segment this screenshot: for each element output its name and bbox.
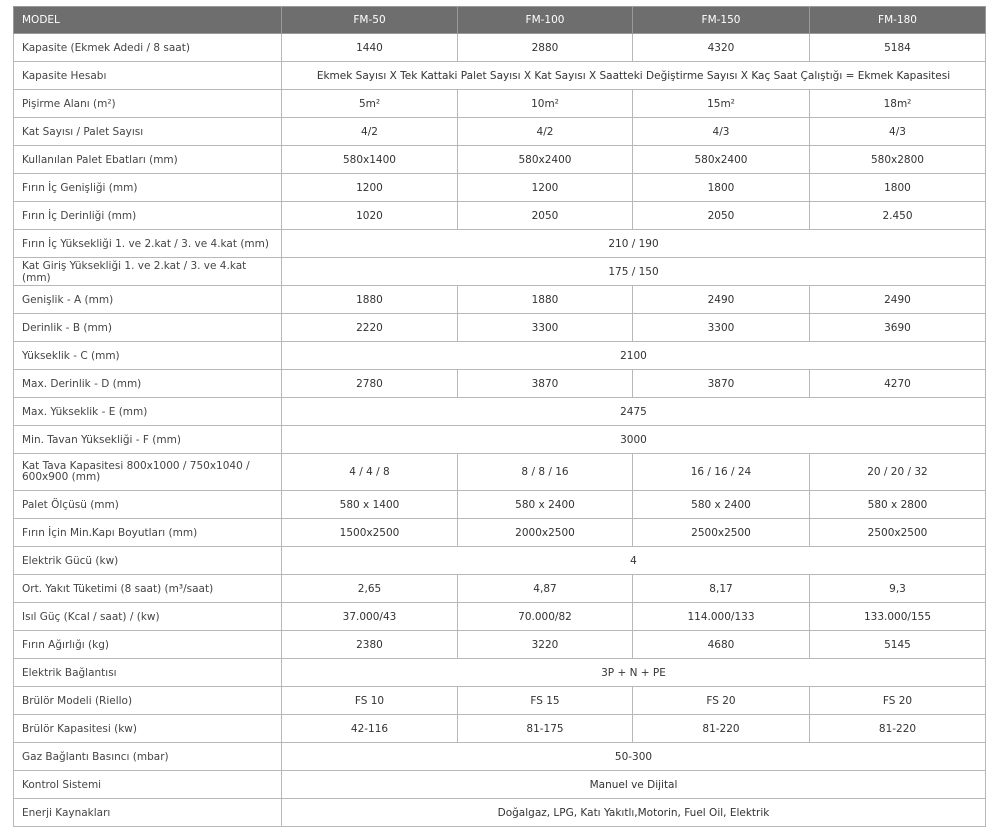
table-row — [14, 62, 986, 90]
row-label: Brülör Modeli (Riello) — [14, 687, 282, 715]
row-label: Kat Tava Kapasitesi 800x1000 / 750x1040 / 600x900 (mm) — [14, 454, 282, 491]
value-cell: 2500x2500 — [810, 519, 986, 547]
table-row — [14, 314, 986, 342]
value-cell: 3690 — [810, 314, 986, 342]
value-cell: 4 / 4 / 8 — [282, 454, 458, 491]
table-row — [14, 519, 986, 547]
spanned-value-cell: Manuel ve Dijital — [282, 771, 986, 799]
table-row — [14, 90, 986, 118]
table-row — [14, 286, 986, 314]
row-label: Yükseklik - C (mm) — [14, 342, 282, 370]
value-cell: 580x2800 — [810, 146, 986, 174]
row-label: Max. Derinlik - D (mm) — [14, 370, 282, 398]
value-cell: 1500x2500 — [282, 519, 458, 547]
spanned-value-cell: 3000 — [282, 426, 986, 454]
spanned-value-cell: 50-300 — [282, 743, 986, 771]
row-label: Kat Sayısı / Palet Sayısı — [14, 118, 282, 146]
row-label: Pişirme Alanı (m²) — [14, 90, 282, 118]
value-cell: 5184 — [810, 34, 986, 62]
spec-table — [13, 6, 986, 827]
row-label: Fırın İç Genişliği (mm) — [14, 174, 282, 202]
spanned-value-cell: Ekmek Sayısı X Tek Kattaki Palet Sayısı X Kat Sayısı X Saatteki Değiştirme Sayısı X Kaç Saat Çalıştığı = Ekmek Kapasitesi — [282, 62, 986, 90]
spanned-value-cell: Doğalgaz, LPG, Katı Yakıtlı,Motorin, Fuel Oil, Elektrik — [282, 799, 986, 827]
value-cell: 2880 — [458, 34, 633, 62]
row-label: Genişlik - A (mm) — [14, 286, 282, 314]
table-row — [14, 687, 986, 715]
row-label: Elektrik Bağlantısı — [14, 659, 282, 687]
value-cell: FS 10 — [282, 687, 458, 715]
value-cell: 8 / 8 / 16 — [458, 454, 633, 491]
row-label: Brülör Kapasitesi (kw) — [14, 715, 282, 743]
row-label: Isıl Güç (Kcal / saat) / (kw) — [14, 603, 282, 631]
value-cell: 580 x 2400 — [458, 491, 633, 519]
value-cell: 5m² — [282, 90, 458, 118]
table-row — [14, 771, 986, 799]
row-label: Kapasite (Ekmek Adedi / 8 saat) — [14, 34, 282, 62]
value-cell: 2,65 — [282, 575, 458, 603]
table-row — [14, 454, 986, 491]
row-label: Kullanılan Palet Ebatları (mm) — [14, 146, 282, 174]
value-cell: 4680 — [633, 631, 810, 659]
table-row — [14, 659, 986, 687]
value-cell: 4/2 — [282, 118, 458, 146]
value-cell: 8,17 — [633, 575, 810, 603]
row-label: Kontrol Sistemi — [14, 771, 282, 799]
value-cell: 580x2400 — [633, 146, 810, 174]
row-label: Enerji Kaynakları — [14, 799, 282, 827]
table-row — [14, 426, 986, 454]
value-cell: 3870 — [458, 370, 633, 398]
value-cell: 2000x2500 — [458, 519, 633, 547]
row-label: Palet Ölçüsü (mm) — [14, 491, 282, 519]
value-cell: 2050 — [633, 202, 810, 230]
value-cell: 2220 — [282, 314, 458, 342]
spanned-value-cell: 2100 — [282, 342, 986, 370]
row-label: Fırın İç Yüksekliği 1. ve 2.kat / 3. ve 4.kat (mm) — [14, 230, 282, 258]
table-row — [14, 146, 986, 174]
value-cell: 580x1400 — [282, 146, 458, 174]
value-cell: 2780 — [282, 370, 458, 398]
value-cell: 70.000/82 — [458, 603, 633, 631]
header-fm-100: FM-100 — [458, 7, 633, 34]
header-model: MODEL — [14, 7, 282, 34]
row-label: Fırın Ağırlığı (kg) — [14, 631, 282, 659]
table-header — [14, 7, 986, 34]
value-cell: FS 20 — [810, 687, 986, 715]
value-cell: FS 15 — [458, 687, 633, 715]
table-row — [14, 631, 986, 659]
table-row — [14, 575, 986, 603]
table-row — [14, 202, 986, 230]
spanned-value-cell: 175 / 150 — [282, 258, 986, 286]
value-cell: 15m² — [633, 90, 810, 118]
value-cell: 580 x 1400 — [282, 491, 458, 519]
value-cell: 4,87 — [458, 575, 633, 603]
table-row — [14, 258, 986, 286]
value-cell: 1200 — [282, 174, 458, 202]
value-cell: 133.000/155 — [810, 603, 986, 631]
value-cell: 2050 — [458, 202, 633, 230]
value-cell: 3300 — [458, 314, 633, 342]
table-row — [14, 34, 986, 62]
value-cell: 4270 — [810, 370, 986, 398]
row-label: Kapasite Hesabı — [14, 62, 282, 90]
value-cell: 2500x2500 — [633, 519, 810, 547]
value-cell: 42-116 — [282, 715, 458, 743]
value-cell: 81-220 — [633, 715, 810, 743]
value-cell: 580 x 2400 — [633, 491, 810, 519]
value-cell: 20 / 20 / 32 — [810, 454, 986, 491]
value-cell: 2490 — [633, 286, 810, 314]
table-row — [14, 342, 986, 370]
value-cell: 18m² — [810, 90, 986, 118]
value-cell: 3220 — [458, 631, 633, 659]
value-cell: 1020 — [282, 202, 458, 230]
value-cell: 114.000/133 — [633, 603, 810, 631]
value-cell: 4/3 — [810, 118, 986, 146]
value-cell: 1800 — [810, 174, 986, 202]
value-cell: 5145 — [810, 631, 986, 659]
row-label: Fırın İçin Min.Kapı Boyutları (mm) — [14, 519, 282, 547]
value-cell: 81-175 — [458, 715, 633, 743]
row-label: Max. Yükseklik - E (mm) — [14, 398, 282, 426]
value-cell: 1200 — [458, 174, 633, 202]
value-cell: 81-220 — [810, 715, 986, 743]
table-row — [14, 547, 986, 575]
spanned-value-cell: 4 — [282, 547, 986, 575]
header-row — [14, 7, 986, 34]
row-label: Min. Tavan Yüksekliği - F (mm) — [14, 426, 282, 454]
table-row — [14, 398, 986, 426]
spanned-value-cell: 3P + N + PE — [282, 659, 986, 687]
row-label: Ort. Yakıt Tüketimi (8 saat) (m³/saat) — [14, 575, 282, 603]
table-row — [14, 743, 986, 771]
table-body — [14, 34, 986, 827]
row-label: Derinlik - B (mm) — [14, 314, 282, 342]
value-cell: 580 x 2800 — [810, 491, 986, 519]
value-cell: 3300 — [633, 314, 810, 342]
row-label: Kat Giriş Yüksekliği 1. ve 2.kat / 3. ve 4.kat (mm) — [14, 258, 282, 286]
value-cell: 4320 — [633, 34, 810, 62]
spanned-value-cell: 210 / 190 — [282, 230, 986, 258]
table-row — [14, 799, 986, 827]
value-cell: 9,3 — [810, 575, 986, 603]
header-fm-50: FM-50 — [282, 7, 458, 34]
header-fm-180: FM-180 — [810, 7, 986, 34]
value-cell: 1880 — [458, 286, 633, 314]
value-cell: FS 20 — [633, 687, 810, 715]
spanned-value-cell: 2475 — [282, 398, 986, 426]
value-cell: 1440 — [282, 34, 458, 62]
value-cell: 2490 — [810, 286, 986, 314]
header-fm-150: FM-150 — [633, 7, 810, 34]
value-cell: 16 / 16 / 24 — [633, 454, 810, 491]
table-row — [14, 603, 986, 631]
value-cell: 3870 — [633, 370, 810, 398]
value-cell: 2.450 — [810, 202, 986, 230]
row-label: Gaz Bağlantı Basıncı (mbar) — [14, 743, 282, 771]
row-label: Fırın İç Derinliği (mm) — [14, 202, 282, 230]
table-row — [14, 230, 986, 258]
table-row — [14, 370, 986, 398]
value-cell: 4/3 — [633, 118, 810, 146]
table-row — [14, 118, 986, 146]
table-row — [14, 715, 986, 743]
value-cell: 2380 — [282, 631, 458, 659]
value-cell: 10m² — [458, 90, 633, 118]
row-label: Elektrik Gücü (kw) — [14, 547, 282, 575]
value-cell: 37.000/43 — [282, 603, 458, 631]
table-row — [14, 491, 986, 519]
value-cell: 1880 — [282, 286, 458, 314]
value-cell: 1800 — [633, 174, 810, 202]
value-cell: 4/2 — [458, 118, 633, 146]
value-cell: 580x2400 — [458, 146, 633, 174]
table-row — [14, 174, 986, 202]
